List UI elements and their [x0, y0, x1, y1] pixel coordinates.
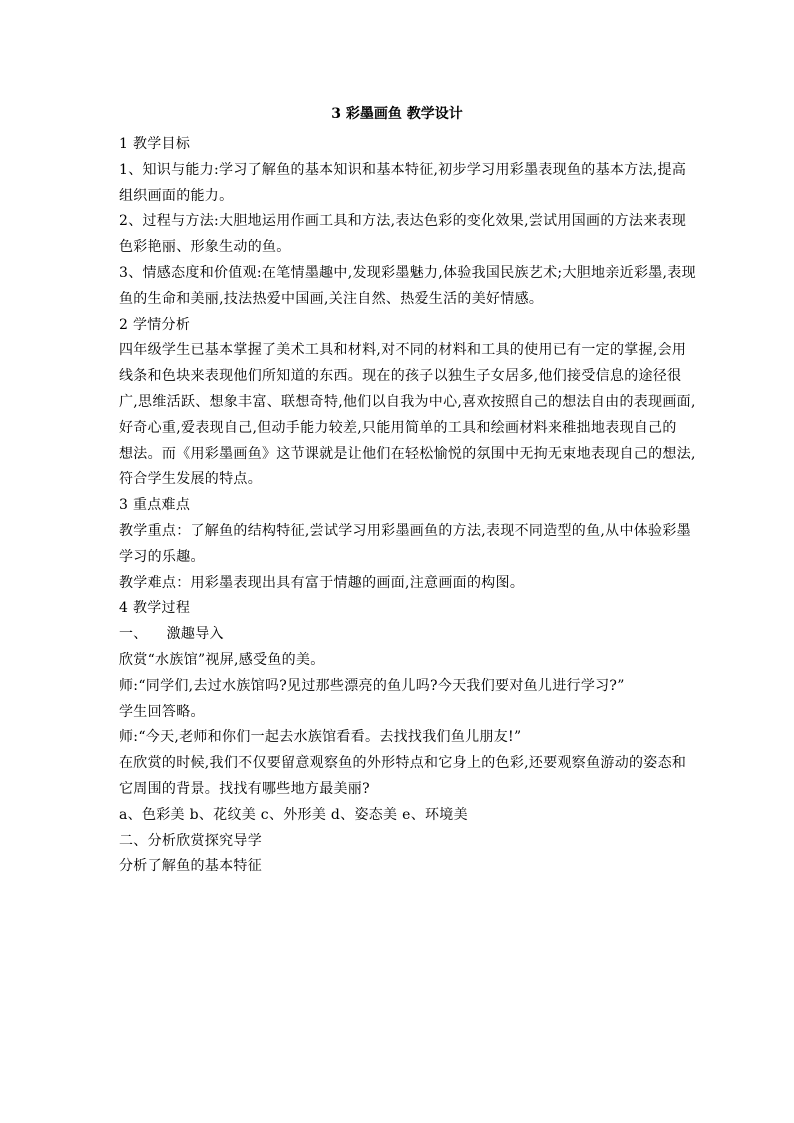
text-line: 想法。而《用彩墨画鱼》这节课就是让他们在轻松愉悦的氛围中无拘无束地表现自己的想法,: [119, 445, 696, 462]
text-line: 组织画面的能力。: [119, 187, 234, 204]
text-line: 教学重点：了解鱼的结构特征,尝试学习用彩墨画鱼的方法,表现不同造型的鱼,从中体验彩墨: [119, 522, 691, 539]
heading-teaching-process: 4 教学过程: [119, 600, 191, 617]
text-line: 1、知识与能力:学习了解鱼的基本知识和基本特征,初步学习用彩墨表现鱼的基本方法,提高: [119, 161, 687, 178]
text-line: 欣赏“水族馆”视屏,感受鱼的美。: [119, 651, 325, 668]
text-line: a、色彩美 b、花纹美 c、外形美 d、姿态美 e、环境美: [119, 806, 468, 823]
text-line: 学习的乐趣。: [119, 548, 205, 565]
heading-key-points: 3 重点难点: [119, 497, 191, 514]
text-line: 线条和色块来表现他们所知道的东西。现在的孩子以独生子女居多,他们接受信息的途径很: [119, 368, 682, 385]
text-line: 教学难点：用彩墨表现出具有富于情趣的画面,注意画面的构图。: [119, 574, 525, 591]
text-line: 师:“今天,老师和你们一起去水族馆看看。去找找我们鱼儿朋友!”: [119, 729, 522, 746]
text-line: 在欣赏的时候,我们不仅要留意观察鱼的外形特点和它身上的色彩,还要观察鱼游动的姿态和: [119, 755, 687, 772]
document-body: [119, 132, 696, 880]
heading-student-analysis: 2 学情分析: [119, 316, 191, 333]
text-line: 色彩艳丽、形象生动的鱼。: [119, 239, 291, 256]
text-line: 它周围的背景。找找有哪些地方最美丽?: [119, 780, 370, 797]
text-line: 2、过程与方法:大胆地运用作画工具和方法,表达色彩的变化效果,尝试用国画的方法来表现: [119, 213, 687, 230]
document-title: 3 彩墨画鱼 教学设计: [331, 106, 463, 122]
subheading-intro: 一、 激趣导入: [119, 626, 224, 643]
text-line: 学生回答略。: [119, 703, 205, 720]
text-line: 符合学生发展的特点。: [119, 471, 262, 488]
text-line: 四年级学生已基本掌握了美术工具和材料,对不同的材料和工具的使用已有一定的掌握,会用: [119, 342, 687, 359]
text-line: 师:“同学们,去过水族馆吗?见过那些漂亮的鱼儿吗?今天我们要对鱼儿进行学习?”: [119, 677, 625, 694]
text-line: 鱼的生命和美丽,技法热爱中国画,关注自然、热爱生活的美好情感。: [119, 290, 544, 307]
text-line: 好奇心重,爱表现自己,但动手能力较差,只能用简单的工具和绘画材料来稚拙地表现自己的: [119, 419, 677, 436]
text-line: 3、情感态度和价值观:在笔情墨趣中,发现彩墨魅力,体验我国民族艺术;大胆地亲近彩墨,表现: [119, 264, 696, 281]
text-line: 分析了解鱼的基本特征: [119, 858, 262, 875]
subheading-analysis: 二、分析欣赏探究导学: [119, 832, 262, 849]
heading-teaching-goals: 1 教学目标: [119, 136, 191, 152]
text-line: 广,思维活跃、想象丰富、联想奇特,他们以自我为中心,喜欢按照自己的想法自由的表现画面,: [119, 393, 696, 410]
